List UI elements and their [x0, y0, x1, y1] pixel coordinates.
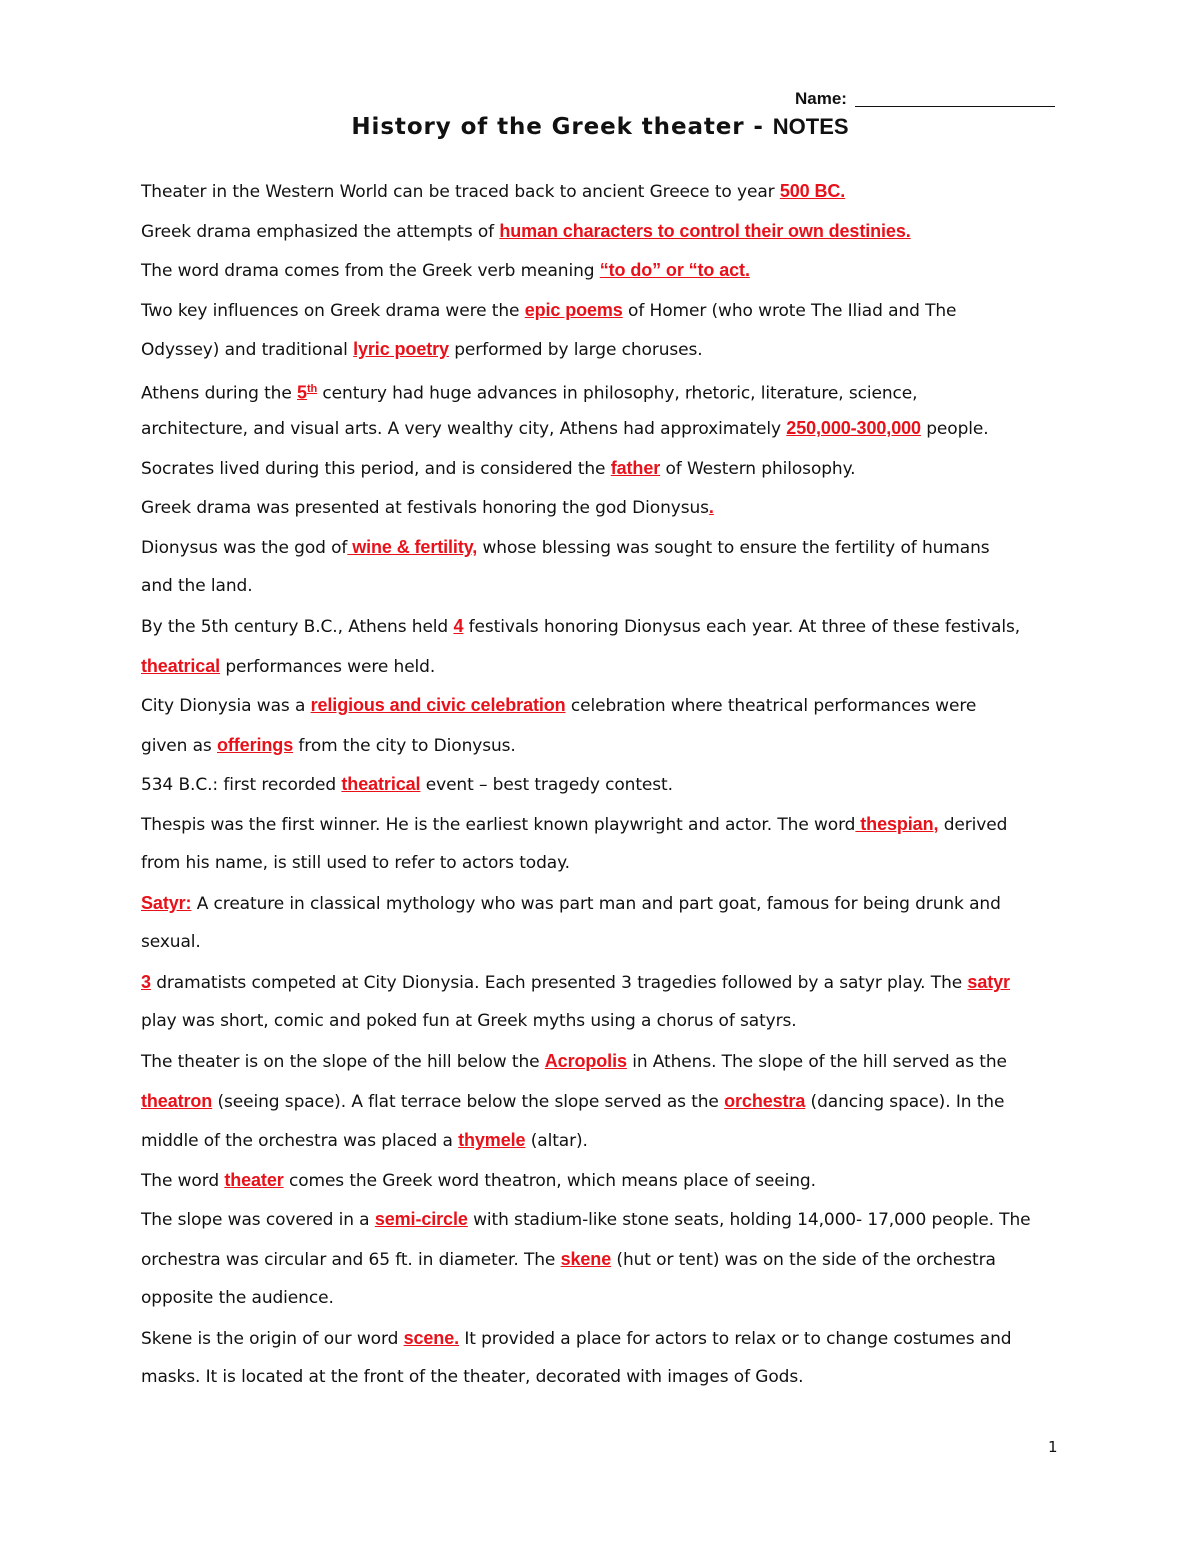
note-text: opposite the audience.	[141, 1288, 334, 1309]
note-line	[141, 291, 1071, 331]
note-text: celebration where theatrical performances were	[565, 696, 977, 717]
note-text: in Athens. The slope of the hill served as the	[626, 1052, 1007, 1073]
note-text: and the land.	[141, 576, 253, 597]
note-text: Skene is the origin of our word	[141, 1328, 404, 1349]
note-text: whose blessing was sought to ensure the fertility of humans	[477, 537, 990, 558]
note-text: 534 B.C.: first recorded	[141, 775, 342, 796]
answer-text: Acropolis	[544, 1051, 627, 1072]
note-line	[141, 844, 1071, 884]
note-line	[141, 488, 1071, 528]
note-line	[141, 330, 1071, 370]
note-line	[141, 251, 1071, 291]
note-text: sexual.	[141, 932, 201, 953]
answer-text: 250,000-300,000	[786, 418, 921, 439]
note-text: Theater in the Western World can be traced back to ancient Greece to year	[141, 182, 780, 202]
note-line	[141, 567, 1071, 607]
note-line	[141, 172, 1071, 212]
answer-text: father	[610, 457, 661, 478]
note-line	[141, 528, 1071, 568]
note-text: The slope was covered in a	[141, 1210, 375, 1231]
answer-text: theatron	[141, 1090, 213, 1111]
note-text: century had huge advances in philosophy, rhetoric, literature, science,	[317, 383, 918, 404]
answer-text: 4	[453, 616, 464, 637]
note-line	[141, 1082, 1071, 1122]
note-line	[141, 1161, 1071, 1201]
answer-text: thymele	[458, 1130, 526, 1151]
note-text: (dancing space). In the	[805, 1091, 1005, 1112]
note-text: Socrates lived during this period, and is considered the	[141, 458, 611, 479]
note-text: from his name, is still used to refer to actors today.	[141, 853, 570, 874]
note-text: from the city to Dionysus.	[293, 735, 516, 756]
note-line	[141, 1358, 1071, 1398]
note-line	[141, 409, 1071, 449]
note-text: It provided a place for actors to relax or to change costumes and	[459, 1328, 1012, 1349]
answer-text: 500 BC.	[779, 181, 846, 201]
note-text: (altar).	[525, 1131, 588, 1152]
note-line	[141, 1200, 1071, 1240]
note-text: Odyssey) and traditional	[141, 340, 354, 361]
answer-text: 5	[297, 382, 307, 403]
note-text: with stadium-like stone seats, holding 14,000- 17,000 people. The	[467, 1210, 1031, 1231]
note-text: derived	[938, 814, 1008, 835]
note-text: A creature in classical mythology who was part man and part goat, famous for being drunk and	[191, 893, 1001, 914]
note-text: By the 5th century B.C., Athens held	[141, 617, 454, 638]
note-line	[141, 805, 1071, 845]
note-text: Athens during the	[141, 383, 298, 404]
answer-text: theatrical	[341, 774, 421, 795]
note-line	[141, 1319, 1071, 1359]
answer-superscript: th	[306, 382, 318, 395]
page-title	[0, 114, 1200, 140]
note-text: event – best tragedy contest.	[420, 775, 673, 796]
answer-text: skene	[560, 1248, 612, 1269]
answer-text: scene.	[403, 1327, 460, 1348]
note-text: masks. It is located at the front of the theater, decorated with images of Gods.	[141, 1367, 804, 1388]
answer-text: wine & fertility,	[347, 536, 478, 557]
note-text: Greek drama was presented at festivals honoring the god Dionysus	[141, 498, 709, 519]
answer-text: thespian,	[855, 813, 939, 834]
note-line	[141, 726, 1071, 766]
note-text: City Dionysia was a	[141, 696, 311, 717]
note-text: (seeing space). A flat terrace below the slope served as the	[212, 1091, 725, 1112]
note-text: comes the Greek word theatron, which means place of seeing.	[283, 1170, 816, 1191]
answer-text: religious and civic celebration	[310, 695, 566, 716]
name-label: Name:	[795, 89, 847, 108]
note-text: The theater is on the slope of the hill below the	[141, 1052, 545, 1073]
note-text: The word drama comes from the Greek verb meaning	[141, 261, 600, 282]
title-main: History of the Greek theater -	[351, 114, 764, 140]
note-line	[141, 884, 1071, 924]
note-text: performances were held.	[220, 656, 436, 677]
answer-text: human characters to control their own destinies.	[499, 220, 911, 241]
note-line	[141, 1042, 1071, 1082]
note-text: people.	[920, 419, 989, 440]
answer-text: Satyr:	[141, 892, 192, 913]
answer-text: theater	[224, 1169, 284, 1190]
answer-text: lyric poetry	[353, 339, 449, 360]
note-line	[141, 370, 1071, 410]
answer-text: satyr	[967, 971, 1010, 992]
page-number: 1	[1048, 1438, 1058, 1456]
note-line	[141, 1240, 1071, 1280]
note-text: dramatists competed at City Dionysia. Each presented 3 tragedies followed by a satyr play. The	[150, 972, 968, 993]
note-line	[141, 647, 1071, 687]
note-line	[141, 963, 1071, 1003]
note-line	[141, 923, 1071, 963]
note-text: Thespis was the first winner. He is the earliest known playwright and actor. The word	[141, 814, 856, 835]
note-line	[141, 686, 1071, 726]
note-text: middle of the orchestra was placed a	[141, 1131, 459, 1152]
note-line	[141, 1002, 1071, 1042]
title-notes: NOTES	[772, 114, 849, 139]
note-text: of Western philosophy.	[660, 458, 856, 479]
note-text: The word	[141, 1170, 225, 1191]
note-text: Greek drama emphasized the attempts of	[141, 221, 500, 242]
answer-text: semi-circle	[374, 1209, 468, 1230]
note-text: (hut or tent) was on the side of the orchestra	[611, 1249, 996, 1270]
note-text: play was short, comic and poked fun at Greek myths using a chorus of satyrs.	[141, 1011, 797, 1032]
note-text: given as	[141, 735, 217, 756]
answer-text: 3	[141, 971, 151, 992]
answer-text: epic poems	[524, 299, 623, 320]
note-line	[141, 212, 1071, 252]
note-text: performed by large choruses.	[448, 340, 703, 361]
note-text: architecture, and visual arts. A very wealthy city, Athens had approximately	[141, 419, 787, 440]
note-line	[141, 765, 1071, 805]
note-text: orchestra was circular and 65 ft. in diameter. The	[141, 1249, 561, 1270]
notes-body	[141, 172, 1071, 1398]
note-line	[141, 607, 1071, 647]
note-line	[141, 449, 1071, 489]
note-text: Dionysus was the god of	[141, 537, 348, 558]
answer-text: offerings	[217, 734, 294, 755]
name-field	[795, 89, 1055, 109]
answer-text: “to do” or “to act.	[599, 260, 750, 281]
note-line	[141, 1279, 1071, 1319]
note-text: of Homer (who wrote The Iliad and The	[622, 300, 957, 321]
note-line	[141, 1121, 1071, 1161]
answer-text: orchestra	[724, 1090, 806, 1111]
name-blank-line[interactable]	[855, 90, 1055, 107]
note-text: Two key influences on Greek drama were the	[141, 300, 525, 321]
answer-text: .	[708, 497, 714, 518]
note-text: festivals honoring Dionysus each year. At three of these festivals,	[463, 617, 1021, 638]
answer-text: theatrical	[141, 655, 221, 676]
